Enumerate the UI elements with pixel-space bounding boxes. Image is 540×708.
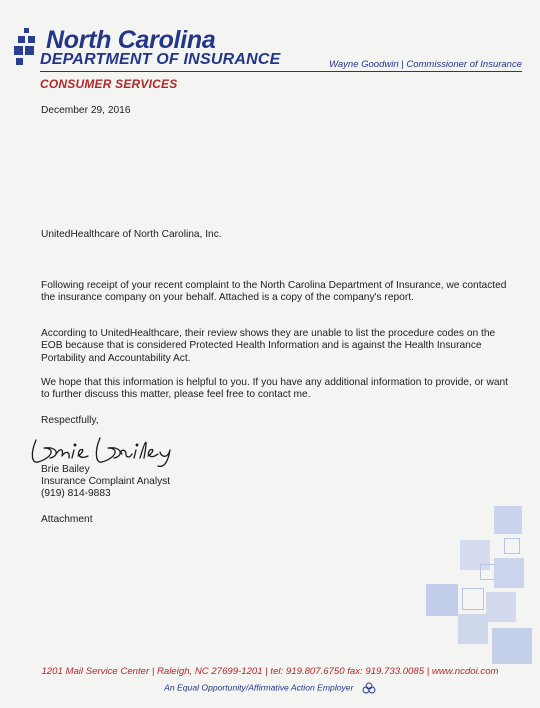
eoe-logo-icon xyxy=(362,682,376,694)
letter-date: December 29, 2016 xyxy=(41,105,131,116)
paragraph-1 xyxy=(41,280,511,305)
paragraph-text: According to UnitedHealthcare, their review shows they are unable to list the procedure codes on the EOB because that is considered Protected Health Information and is against the Health Insurance Portability and Accountability Act. xyxy=(41,328,496,364)
ncdoi-logo-mark xyxy=(14,28,38,68)
signer-phone: (919) 814-9883 xyxy=(41,488,111,499)
signer-name: Brie Bailey xyxy=(41,464,90,475)
decorative-square-mosaic xyxy=(420,496,540,666)
eoe-text: An Equal Opportunity/Affirmative Action Employer xyxy=(164,682,354,693)
footer-address: 1201 Mail Service Center | Raleigh, NC 27699-1201 | tel: 919.807.6750 fax: 919.733.0085 | www.ncdoi.com xyxy=(41,666,499,677)
footer-eoe-line xyxy=(0,682,540,694)
division-name: CONSUMER SERVICES xyxy=(40,77,178,91)
closing: Respectfully, xyxy=(41,415,99,426)
paragraph-3 xyxy=(41,377,511,402)
commissioner-line: Wayne Goodwin | Commissioner of Insurance xyxy=(329,59,522,70)
paragraph-text: We hope that this information is helpful to you. If you have any additional information to provide, or want to further discuss this matter, please feel free to contact me. xyxy=(41,377,509,401)
signer-title: Insurance Complaint Analyst xyxy=(41,476,171,487)
paragraph-2 xyxy=(41,328,511,365)
department-name: DEPARTMENT OF INSURANCE xyxy=(40,51,281,68)
attachment-note: Attachment xyxy=(41,514,93,525)
recipient: UnitedHealthcare of North Carolina, Inc. xyxy=(41,229,222,240)
org-name: North Carolina xyxy=(46,26,216,54)
letterhead-rule xyxy=(40,71,522,72)
paragraph-text: Following receipt of your recent complaint to the North Carolina Department of Insurance, we contacted the insurance company on your behalf. Attached is a copy of the company's report. xyxy=(41,280,507,304)
